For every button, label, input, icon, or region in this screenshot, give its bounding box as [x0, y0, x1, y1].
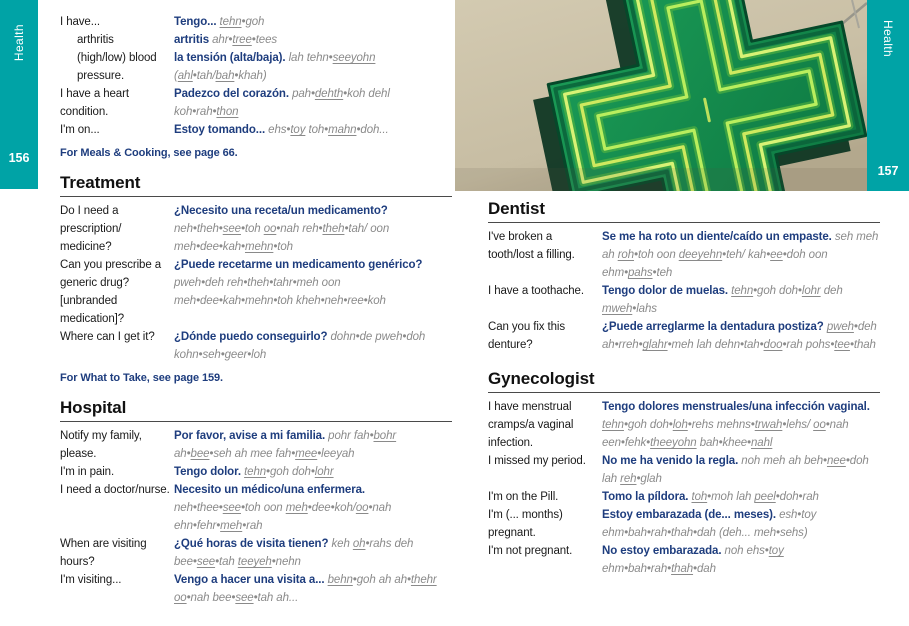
phrase-spanish: ¿Qué horas de visita tienen? [174, 538, 329, 550]
phrase-english: I have a toothache. [488, 285, 584, 297]
phrase-spanish: ¿Necesito una receta/un medicamento? [174, 205, 388, 217]
sidebar-right [867, 0, 909, 191]
phrase-english: Can you prescribe a generic drug? [unbranded medication]? [60, 259, 162, 325]
phrase-pronunciation: tehn•goh doh•loh•rehs mehns•trwah•lehs/ oo•nah een•fehk•theeyohn bah•khee•nahl [602, 419, 849, 449]
phrase-english: I'm (... months) pregnant. [488, 509, 563, 539]
phrase-spanish-cell [602, 452, 880, 488]
section-heading-dentist: Dentist [488, 199, 880, 223]
phrase-row [488, 282, 880, 318]
phrase-spanish-cell [602, 318, 880, 354]
phrase-spanish-cell [174, 49, 452, 85]
pharmacy-cross-illustration [455, 0, 867, 191]
sidebar-left-health-label: Health [12, 24, 26, 62]
phrase-spanish-cell [174, 427, 452, 463]
phrase-row [60, 31, 452, 49]
hospital-phrase-list [60, 427, 452, 607]
phrase-spanish-cell [174, 202, 452, 256]
sidebar-right-health-label: Health [881, 20, 895, 58]
left-page-content [60, 13, 452, 607]
phrase-row [488, 398, 880, 452]
phrase-spanish-cell [602, 488, 880, 506]
section-heading-hospital: Hospital [60, 398, 452, 422]
right-page-content [488, 199, 880, 578]
phrase-row [488, 506, 880, 542]
phrase-english: I've broken a tooth/lost a filling. [488, 231, 575, 261]
phrase-pronunciation: neh•theh•see•toh oo•nah reh•theh•tah/ oon meh•dee•kah•mehn•toh [174, 223, 390, 253]
phrase-pronunciation: ehs•toy toh•mahn•doh... [268, 124, 389, 136]
phrase-spanish: Tengo dolores menstruales/una infección vaginal. [602, 401, 870, 413]
cross-reference-meals: For Meals & Cooking, see page 66. [60, 147, 238, 159]
phrase-row [60, 463, 452, 481]
phrase-english: I have a heart condition. [60, 88, 129, 118]
phrase-spanish: Necesito un médico/una enfermera. [174, 484, 365, 496]
phrase-row [60, 481, 452, 535]
phrase-spanish-cell [602, 542, 880, 578]
sidebar-left [0, 0, 38, 189]
phrase-spanish: Por favor, avise a mi familia. [174, 430, 326, 442]
phrase-spanish-cell [602, 506, 880, 542]
phrase-spanish-cell [174, 571, 452, 607]
phrase-row [488, 488, 880, 506]
phrase-row [60, 328, 452, 364]
phrase-english: I'm on the Pill. [488, 491, 559, 503]
phrase-row [488, 542, 880, 578]
phrase-pronunciation: seh meh ah roh•toh oon deeyehn•teh/ kah•ee•doh oon ehm•pahs•teh [602, 231, 879, 279]
phrase-spanish: No me ha venido la regla. [602, 455, 739, 467]
pharmacy-cross-photo [455, 0, 867, 191]
phrase-row [60, 571, 452, 607]
phrase-pronunciation: keh oh•rahs deh bee•see•tah teeyeh•nehn [174, 538, 414, 568]
phrase-pronunciation: tehn•goh doh•lohr deh mweh•lahs [602, 285, 843, 315]
phrase-pronunciation: pohr fah•bohr ah•bee•seh ah mee fah•mee•leeyah [174, 430, 397, 460]
phrase-spanish: No estoy embarazada. [602, 545, 722, 557]
phrase-english: Where can I get it? [60, 331, 155, 343]
phrase-row [488, 318, 880, 354]
phrase-pronunciation: lah tehn•seeyohn (ahl•tah/bah•khah) [174, 52, 376, 82]
phrase-pronunciation: behn•goh ah ah•thehr oo•nah bee•see•tah ah... [174, 574, 437, 604]
phrase-spanish-cell [174, 256, 452, 310]
treatment-phrase-list [60, 202, 452, 364]
phrase-pronunciation: tehn•goh [219, 16, 265, 28]
phrase-row [488, 452, 880, 488]
phrase-spanish-cell [602, 228, 880, 282]
section-heading-gynecologist: Gynecologist [488, 369, 880, 393]
phrase-spanish: artritis [174, 34, 209, 46]
phrase-row [60, 256, 452, 328]
phrase-english: I have... [60, 16, 101, 28]
phrase-spanish: Vengo a hacer una visita a... [174, 574, 325, 586]
phrase-spanish: Estoy tomando... [174, 124, 266, 136]
phrase-spanish: la tensión (alta/baja). [174, 52, 286, 64]
phrase-row [60, 85, 452, 121]
phrase-pronunciation: pah•dehth•koh dehl koh•rah•thon [174, 88, 390, 118]
phrase-spanish: Tengo... [174, 16, 217, 28]
phrase-pronunciation: noh meh ah beh•nee•doh lah reh•glah [602, 455, 869, 485]
phrase-spanish: Se me ha roto un diente/caído un empaste. [602, 231, 832, 243]
phrase-pronunciation: noh ehs•toy ehm•bah•rah•thah•dah [602, 545, 784, 575]
phrase-spanish-cell [174, 535, 452, 571]
phrase-spanish-cell [602, 282, 880, 318]
phrase-row [60, 121, 452, 139]
cross-reference-what-to-take: For What to Take, see page 159. [60, 372, 223, 384]
phrase-spanish-cell [174, 481, 452, 535]
phrase-pronunciation: pweh•deh reh•theh•tahr•meh oon meh•dee•kah•mehn•toh kheh•neh•ree•koh [174, 277, 386, 307]
gynecologist-phrase-list [488, 398, 880, 578]
phrase-english: Do I need a prescription/ medicine? [60, 205, 122, 253]
phrase-spanish-cell [602, 398, 880, 452]
phrase-english: I missed my period. [488, 455, 586, 467]
phrase-spanish-cell [174, 85, 452, 121]
phrase-english: arthritis [77, 34, 114, 46]
phrase-english: I'm visiting... [60, 574, 122, 586]
phrase-spanish: ¿Puede recetarme un medicamento genérico? [174, 259, 423, 271]
phrase-spanish-cell [174, 121, 452, 139]
phrase-row [60, 49, 452, 85]
dentist-phrase-list [488, 228, 880, 354]
phrase-pronunciation: pweh•deh ah•rreh•glahr•meh lah dehn•tah•doo•rah pohs•tee•thah [602, 321, 877, 351]
phrase-pronunciation: tehn•goh doh•lohr [244, 466, 334, 478]
phrase-pronunciation: ahr•tree•tees [212, 34, 278, 46]
phrase-row [60, 427, 452, 463]
phrase-english: I have menstrual cramps/a vaginal infection. [488, 401, 574, 449]
phrase-row [60, 535, 452, 571]
phrase-row [60, 202, 452, 256]
phrase-spanish: Tomo la píldora. [602, 491, 689, 503]
page-number-right: 157 [877, 164, 899, 178]
phrase-pronunciation: esh•toy ehm•bah•rah•thah•dah (deh... meh•sehs) [602, 509, 817, 539]
phrase-spanish: Estoy embarazada (de... meses). [602, 509, 776, 521]
phrase-spanish-cell [174, 463, 452, 481]
phrase-english: When are visiting hours? [60, 538, 147, 568]
phrase-english: I need a doctor/nurse. [60, 484, 170, 496]
phrase-spanish: Tengo dolor. [174, 466, 241, 478]
phrase-spanish-cell [174, 31, 452, 49]
phrase-pronunciation: toh•moh lah peel•doh•rah [691, 491, 819, 503]
phrase-row [488, 228, 880, 282]
phrase-spanish: ¿Dónde puedo conseguirlo? [174, 331, 328, 343]
intro-phrase-list [60, 13, 452, 139]
phrase-spanish-cell [174, 328, 452, 364]
phrase-english: Notify my family, please. [60, 430, 142, 460]
page-number-left: 156 [8, 151, 30, 165]
phrase-english: I'm not pregnant. [488, 545, 573, 557]
phrase-pronunciation: dohn•de pweh•doh kohn•seh•geer•loh [174, 331, 426, 361]
phrase-english: I'm on... [60, 124, 100, 136]
phrase-spanish: Tengo dolor de muelas. [602, 285, 729, 297]
phrase-spanish: Padezco del corazón. [174, 88, 289, 100]
phrase-english: Can you fix this denture? [488, 321, 566, 351]
phrase-english: I'm in pain. [60, 466, 115, 478]
phrase-pronunciation: neh•thee•see•toh oon meh•dee•koh/oo•nah ehn•fehr•meh•rah [174, 502, 392, 532]
section-heading-treatment: Treatment [60, 173, 452, 197]
phrase-spanish-cell [174, 13, 452, 31]
phrase-spanish: ¿Puede arreglarme la dentadura postiza? [602, 321, 824, 333]
phrase-english: (high/low) blood pressure. [77, 52, 157, 82]
phrase-row [60, 13, 452, 31]
